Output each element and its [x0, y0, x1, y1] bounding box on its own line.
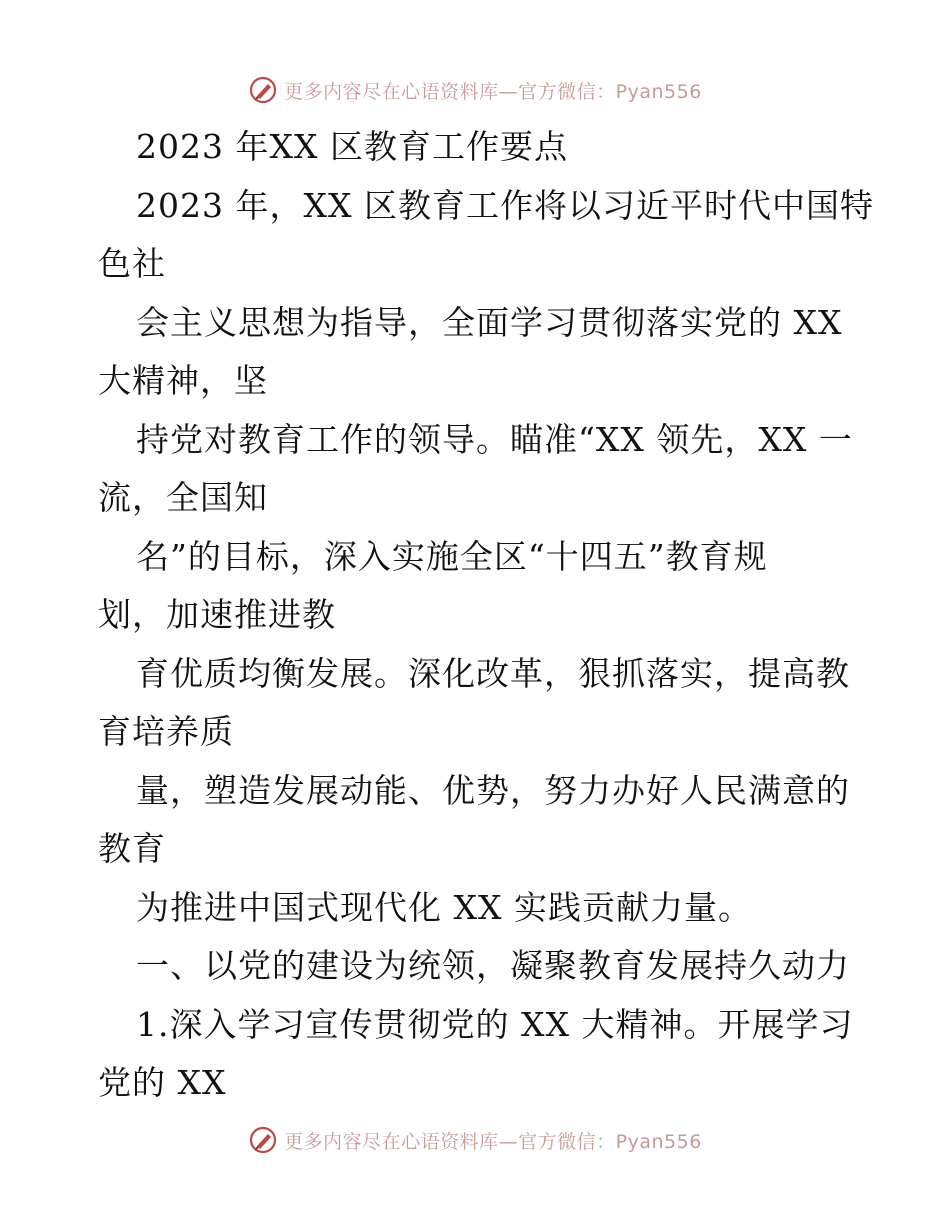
doc-line: 量，塑造发展动能、优势，努力办好人民满意的 [136, 770, 850, 810]
doc-line: 为推进中国式现代化 XX 实践贡献力量。 [136, 887, 752, 927]
watermark-text: 更多内容尽在心语资料库—官方微信：Pyan556 [284, 80, 702, 103]
doc-line: 1.深入学习宣传贯彻党的 XX 大精神。开展学习 [136, 1004, 854, 1044]
header-watermark [0, 70, 950, 110]
doc-line: 教育 [98, 829, 166, 868]
doc-title: 2023 年XX 区教育工作要点 [136, 127, 568, 166]
doc-line: 2023 年，XX 区教育工作将以习近平时代中国特 [136, 185, 874, 225]
doc-line: 流，全国知 [98, 478, 268, 517]
section-heading: 一、以党的建设为统领，凝聚教育发展持久动力 [136, 946, 850, 985]
pen-logo-icon [248, 1125, 278, 1155]
footer-watermark [0, 1120, 950, 1160]
document-body [98, 118, 874, 1113]
doc-line: 色社 [98, 244, 166, 283]
watermark-text: 更多内容尽在心语资料库—官方微信：Pyan556 [284, 1130, 702, 1153]
doc-line: 划，加速推进教 [98, 595, 336, 634]
doc-line: 名”的目标，深入实施全区“十四五”教育规 [136, 536, 768, 576]
doc-line: 党的 XX [98, 1063, 227, 1102]
doc-line: 育培养质 [98, 712, 234, 751]
pen-logo-icon [248, 75, 278, 105]
doc-line: 会主义思想为指导，全面学习贯彻落实党的 XX [136, 302, 843, 342]
doc-line: 育优质均衡发展。深化改革，狠抓落实，提高教 [136, 653, 850, 693]
doc-line: 大精神，坚 [98, 361, 268, 400]
doc-line: 持党对教育工作的领导。瞄准“XX 领先，XX 一 [136, 419, 853, 459]
